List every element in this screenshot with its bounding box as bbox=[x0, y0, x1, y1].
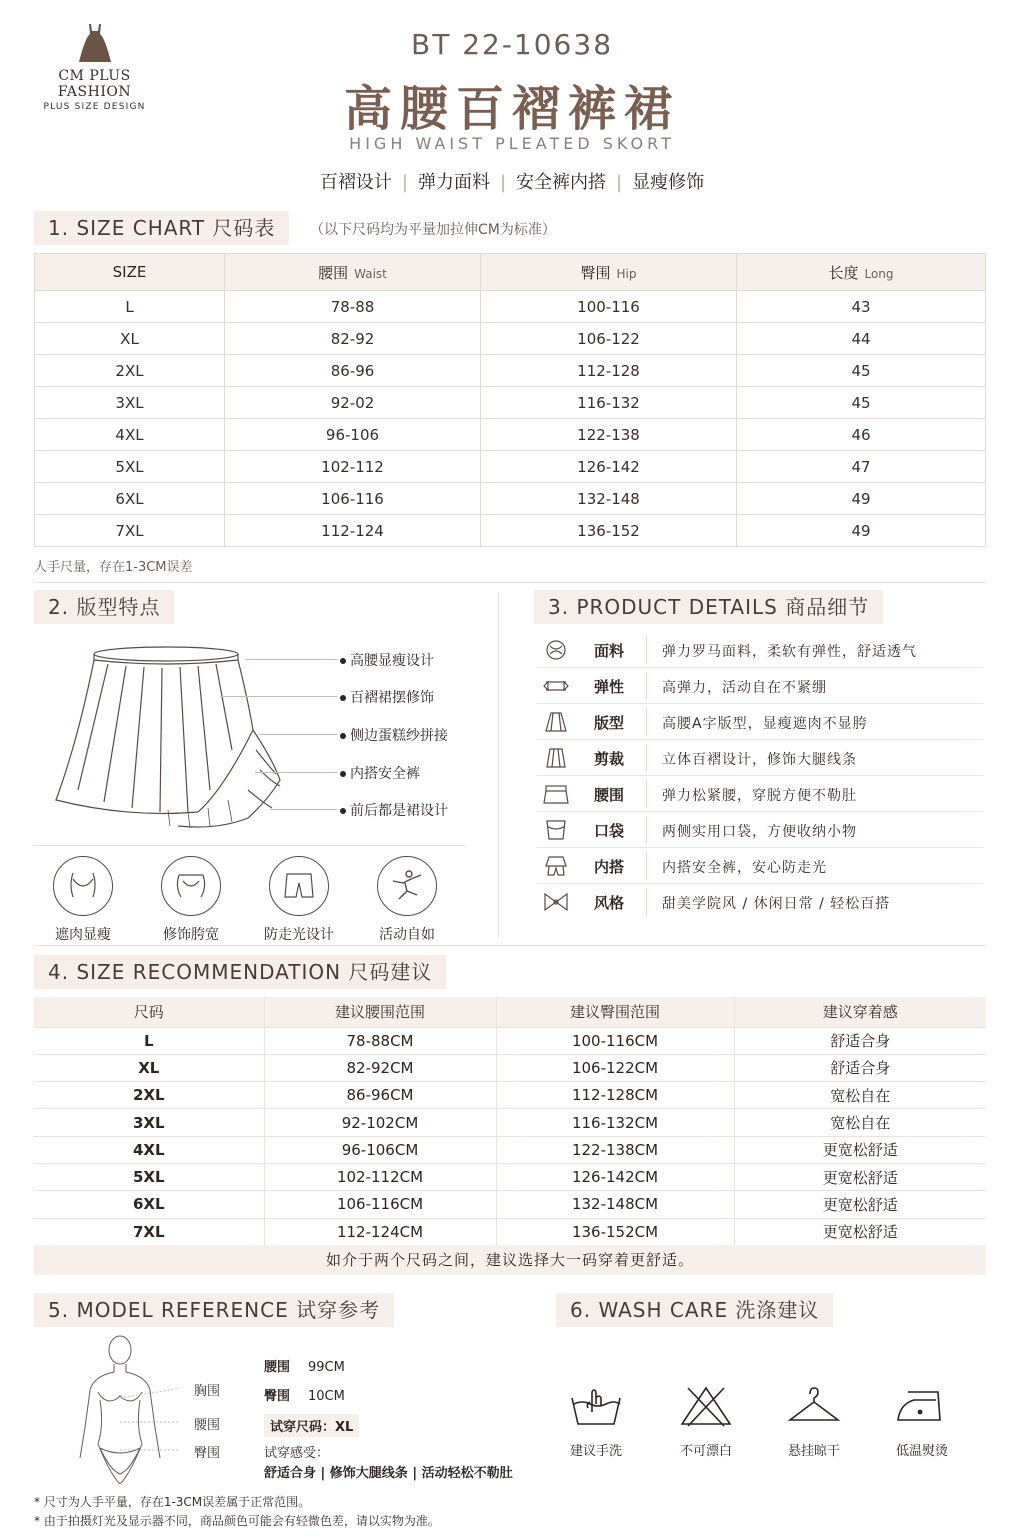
detail-row: 弹性 高弹力，活动自在不紧绷 bbox=[536, 668, 984, 704]
waistband-icon bbox=[542, 782, 570, 806]
bow-icon bbox=[542, 890, 570, 914]
table-row: XL 82-92CM 106-122CM 舒适合身 bbox=[34, 1054, 986, 1081]
recommendation-note: 如介于两个尺码之间，建议选择大一码穿着更舒适。 bbox=[34, 1245, 986, 1275]
bullet-icon bbox=[340, 808, 346, 814]
table-row: L 78-88 100-116 43 bbox=[35, 291, 986, 323]
header-cell: SIZE bbox=[35, 254, 225, 291]
divider bbox=[498, 592, 499, 938]
fabric-icon bbox=[542, 638, 570, 662]
skirt-shape-icon bbox=[542, 710, 570, 734]
header-cell: 臀围 Hip bbox=[481, 254, 737, 291]
divider: | bbox=[499, 172, 507, 193]
table-header-row bbox=[35, 254, 986, 291]
feature-list bbox=[0, 168, 1024, 194]
model-hip: 臀围 10CM bbox=[264, 1389, 345, 1404]
model-feel-label: 试穿感受： bbox=[264, 1446, 330, 1461]
model-figure bbox=[70, 1334, 180, 1484]
callout: 百褶裙摆修饰 bbox=[340, 687, 434, 707]
design-title: 2. 版型特点 bbox=[34, 590, 174, 624]
size-chart-table bbox=[34, 253, 986, 547]
page-title: 高腰百褶裤裙 bbox=[343, 81, 680, 137]
callout-line bbox=[255, 772, 337, 773]
model-waist: 腰围 99CM bbox=[264, 1360, 345, 1375]
recommendation-title: 4. SIZE RECOMMENDATION 尺码建议 bbox=[34, 955, 446, 989]
table-row: 4XL 96-106CM 122-138CM 更宽松舒适 bbox=[34, 1136, 986, 1163]
callout-line bbox=[270, 809, 337, 810]
divider bbox=[34, 945, 986, 946]
divider bbox=[34, 582, 986, 583]
pleat-icon bbox=[542, 746, 570, 770]
footnote: * 尺寸为人手平量，存在1-3CM误差属于正常范围。 bbox=[34, 1495, 311, 1509]
wash-item: 低温熨烫 bbox=[872, 1384, 972, 1459]
detail-row: 风格 甜美学院风 / 休闲日常 / 轻松百搭 bbox=[536, 884, 984, 920]
detail-row: 版型 高腰A字版型，显瘦遮肉不显胯 bbox=[536, 704, 984, 740]
table-row: 2XL 86-96 112-128 45 bbox=[35, 355, 986, 387]
feature-item: 安全裤内搭 bbox=[516, 172, 607, 193]
hip-width-icon bbox=[173, 871, 209, 901]
callout-line bbox=[258, 734, 337, 735]
detail-row: 内搭 内搭安全裤，安心防走光 bbox=[536, 848, 984, 884]
table-row: 6XL 106-116 132-148 49 bbox=[35, 483, 986, 515]
stretch-icon bbox=[542, 674, 570, 698]
table-row: 3XL 92-02 116-132 45 bbox=[35, 387, 986, 419]
wash-item: 不可漂白 bbox=[656, 1384, 756, 1459]
feature-item: 百褶设计 bbox=[319, 172, 392, 193]
body-label-hip: 臀围 bbox=[194, 1446, 221, 1461]
wash-item: 建议手洗 bbox=[546, 1384, 646, 1459]
low-iron-icon bbox=[894, 1384, 950, 1428]
callout-line bbox=[220, 696, 337, 697]
shorts-icon bbox=[282, 871, 316, 901]
table-row: 5XL 102-112 126-142 47 bbox=[35, 451, 986, 483]
table-row: L 78-88CM 100-116CM 舒适合身 bbox=[34, 1027, 986, 1054]
details-title: 3. PRODUCT DETAILS 商品细节 bbox=[534, 590, 883, 624]
hang-dry-icon bbox=[786, 1384, 842, 1428]
size-chart-note: （以下尺码均为平量加拉伸CM为标准） bbox=[310, 222, 556, 238]
no-bleach-icon bbox=[678, 1384, 734, 1428]
header-cell: 腰围 Waist bbox=[225, 254, 481, 291]
active-figure-icon bbox=[389, 869, 425, 903]
feature-icon-item: 活动自如 bbox=[352, 856, 462, 944]
recommendation-table bbox=[34, 997, 986, 1246]
table-row: 3XL 92-102CM 116-132CM 宽松自在 bbox=[34, 1109, 986, 1136]
bullet-icon bbox=[340, 733, 346, 739]
model-title: 5. MODEL REFERENCE 试穿参考 bbox=[34, 1293, 394, 1327]
brand-name: CM PLUS FASHION bbox=[57, 68, 132, 100]
callout: 高腰显瘦设计 bbox=[340, 650, 434, 670]
wash-item: 悬挂晾干 bbox=[764, 1384, 864, 1459]
feature-icon-item: 遮肉显瘦 bbox=[28, 856, 138, 944]
table-row: 6XL 106-116CM 132-148CM 更宽松舒适 bbox=[34, 1191, 986, 1218]
detail-row: 剪裁 立体百褶设计，修饰大腿线条 bbox=[536, 740, 984, 776]
hip-silhouette-icon bbox=[65, 871, 101, 901]
table-row: 7XL 112-124CM 136-152CM 更宽松舒适 bbox=[34, 1218, 986, 1245]
detail-row: 腰围 弹力松紧腰，穿脱方便不勒肚 bbox=[536, 776, 984, 812]
inner-shorts-icon bbox=[542, 854, 570, 878]
measurement-note: 人手尺量，存在1-3CM误差 bbox=[34, 560, 193, 575]
table-row: 7XL 112-124 136-152 49 bbox=[35, 515, 986, 547]
body-label-bust: 胸围 bbox=[194, 1384, 221, 1399]
skirt-illustration bbox=[48, 640, 298, 835]
brand-tagline: PLUS SIZE DESIGN bbox=[43, 102, 146, 112]
size-chart-title: 1. SIZE CHART 尺码表 bbox=[34, 211, 289, 245]
divider: | bbox=[616, 172, 623, 193]
bullet-icon bbox=[340, 771, 346, 777]
model-size: 试穿尺码：XL bbox=[264, 1414, 359, 1437]
divider bbox=[34, 845, 466, 846]
divider: | bbox=[401, 172, 408, 193]
product-code: BT 22-10638 bbox=[410, 28, 614, 61]
table-header-row: 尺码 建议腰围范围 建议臀围范围 建议穿着感 bbox=[34, 997, 986, 1027]
pocket-icon bbox=[542, 818, 570, 842]
table-row: XL 82-92 106-122 44 bbox=[35, 323, 986, 355]
detail-row: 口袋 两侧实用口袋，方便收纳小物 bbox=[536, 812, 984, 848]
feature-icon-item: 修饰胯宽 bbox=[136, 856, 246, 944]
feature-item: 显瘦修饰 bbox=[632, 172, 705, 193]
callout: 侧边蛋糕纱拼接 bbox=[340, 725, 448, 745]
footnote: * 由于拍摄灯光及显示器不同，商品颜色可能会有轻微色差，请以实物为准。 bbox=[34, 1514, 440, 1528]
callout: 前后都是裙设计 bbox=[340, 800, 448, 820]
hand-wash-icon bbox=[568, 1384, 624, 1428]
wash-title: 6. WASH CARE 洗涤建议 bbox=[556, 1293, 833, 1327]
table-row: 5XL 102-112CM 126-142CM 更宽松舒适 bbox=[34, 1163, 986, 1190]
feature-icon-item: 防走光设计 bbox=[244, 856, 354, 944]
detail-row: 面料 弹力罗马面料，柔软有弹性，舒适透气 bbox=[536, 632, 984, 668]
header-cell: 长度 Long bbox=[737, 254, 986, 291]
bullet-icon bbox=[340, 658, 346, 664]
callout: 内搭安全裤 bbox=[340, 763, 420, 783]
bullet-icon bbox=[340, 695, 346, 701]
model-feel-value: 舒适合身 | 修饰大腿线条 | 活动轻松不勒肚 bbox=[264, 1466, 513, 1481]
table-row: 4XL 96-106 122-138 46 bbox=[35, 419, 986, 451]
feature-item: 弹力面料 bbox=[417, 172, 490, 193]
page-subtitle: HIGH WAIST PLEATED SKORT bbox=[349, 134, 675, 153]
table-row: 2XL 86-96CM 112-128CM 宽松自在 bbox=[34, 1082, 986, 1109]
body-label-waist: 腰围 bbox=[194, 1418, 221, 1433]
callout-line bbox=[245, 659, 337, 660]
